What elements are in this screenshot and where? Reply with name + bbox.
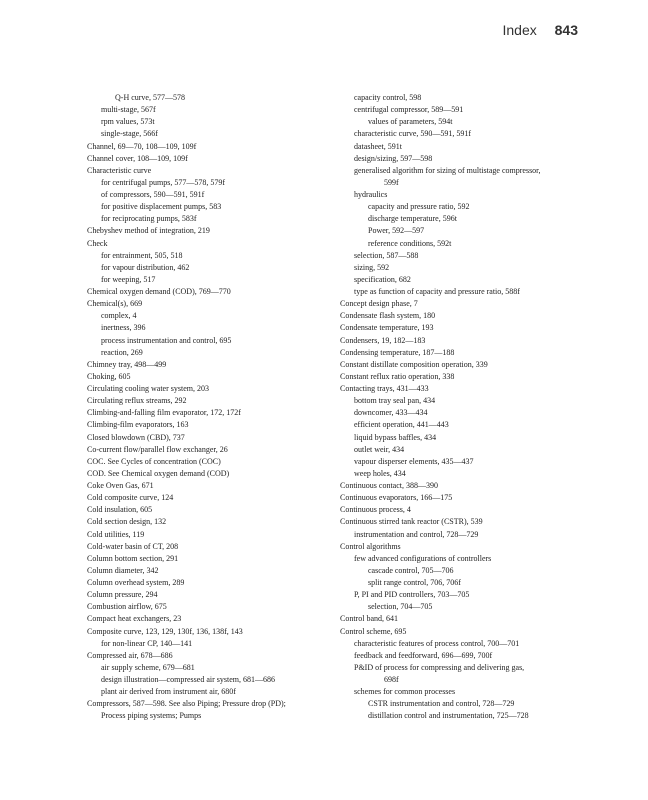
index-column-left bbox=[87, 92, 327, 723]
index-entry: Compressed air, 678—686 bbox=[87, 650, 173, 660]
index-subentry: characteristic curve, 590—591, 591f bbox=[354, 129, 472, 139]
index-entry: Compressors, 587—598. See also Piping; Pressure drop (PD); bbox=[87, 699, 286, 709]
index-entry: Climbing-and-falling film evaporator, 172, 172f bbox=[87, 408, 241, 418]
index-entry: Column pressure, 294 bbox=[87, 590, 158, 600]
index-entry: Compact heat exchangers, 23 bbox=[87, 614, 182, 624]
index-subentry: reaction, 269 bbox=[101, 347, 143, 357]
index-subentry: sizing, 592 bbox=[354, 262, 390, 272]
index-subentry: of compressors, 590—591, 591f bbox=[101, 190, 205, 199]
index-subentry: Q-H curve, 577—578 bbox=[115, 93, 185, 102]
index-subentry: design/sizing, 597—598 bbox=[354, 153, 433, 163]
index-subentry: capacity control, 598 bbox=[354, 93, 422, 102]
index-entry: Cold-water basin of CT, 208 bbox=[87, 541, 179, 551]
index-entry: Cold composite curve, 124 bbox=[87, 493, 174, 503]
index-entry: Continuous contact, 388—390 bbox=[340, 481, 438, 490]
index-entry: Continuous process, 4 bbox=[340, 505, 411, 515]
index-subentry: complex, 4 bbox=[101, 311, 137, 321]
index-subentry: capacity and pressure ratio, 592 bbox=[368, 202, 470, 212]
index-entry: Contacting trays, 431—433 bbox=[340, 384, 429, 393]
index-subentry: liquid bypass baffles, 434 bbox=[354, 432, 437, 442]
index-subentry: 698f bbox=[384, 675, 399, 684]
index-entry: Circulating reflux streams, 292 bbox=[87, 396, 187, 406]
index-subentry: bottom tray seal pan, 434 bbox=[354, 396, 436, 406]
index-entry: Channel cover, 108—109, 109f bbox=[87, 153, 188, 163]
index-entry: Climbing-film evaporators, 163 bbox=[87, 420, 189, 430]
index-entry: COC. See Cycles of concentration (COC) bbox=[87, 456, 221, 466]
index-entry: Concept design phase, 7 bbox=[340, 299, 418, 309]
index-subentry: specification, 682 bbox=[354, 274, 411, 284]
index-subentry: for non-linear CP, 140—141 bbox=[101, 638, 193, 648]
index-subentry: hydraulics bbox=[354, 190, 388, 199]
index-subentry: discharge temperature, 596t bbox=[368, 214, 457, 224]
index-subentry: for entrainment, 505, 518 bbox=[101, 250, 183, 260]
index-entry: Constant distillate composition operation, 339 bbox=[340, 359, 488, 369]
index-subentry: generalised algorithm for sizing of multistage compressor, bbox=[354, 165, 541, 175]
index-subentry: for centrifugal pumps, 577—578, 579f bbox=[101, 177, 225, 187]
section-title: Index bbox=[502, 22, 537, 38]
index-entry: Cold utilities, 119 bbox=[87, 529, 145, 539]
index-subentry: P&ID of process for compressing and delivering gas, bbox=[354, 662, 525, 672]
index-subentry: outlet weir, 434 bbox=[354, 444, 405, 454]
index-subentry: selection, 704—705 bbox=[368, 602, 433, 612]
index-subentry: efficient operation, 441—443 bbox=[354, 420, 449, 430]
index-entry: Choking, 605 bbox=[87, 371, 131, 381]
index-subentry: air supply scheme, 679—681 bbox=[101, 662, 195, 672]
index-entry: Control band, 641 bbox=[340, 614, 398, 624]
index-subentry: feedback and feedforward, 696—699, 700f bbox=[354, 650, 493, 660]
index-subentry: instrumentation and control, 728—729 bbox=[354, 529, 479, 539]
index-subentry: type as function of capacity and pressure ratio, 588f bbox=[354, 287, 520, 296]
page-number: 843 bbox=[554, 22, 578, 38]
index-entry: Composite curve, 123, 129, 130f, 136, 138f, 143 bbox=[87, 626, 243, 636]
index-entry: Column diameter, 342 bbox=[87, 565, 159, 575]
index-subentry: rpm values, 573t bbox=[101, 117, 155, 127]
index-subentry: CSTR instrumentation and control, 728—729 bbox=[368, 699, 515, 709]
index-subentry: vapour disperser elements, 435—437 bbox=[354, 456, 474, 466]
running-header bbox=[503, 22, 579, 38]
index-subentry: few advanced configurations of controllers bbox=[354, 553, 492, 563]
index-subentry: P, PI and PID controllers, 703—705 bbox=[354, 590, 470, 600]
index-entry: Condensate temperature, 193 bbox=[340, 323, 434, 333]
index-subentry: weep holes, 434 bbox=[354, 468, 406, 478]
index-subentry: centrifugal compressor, 589—591 bbox=[354, 105, 464, 115]
index-entry: Condensers, 19, 182—183 bbox=[340, 335, 426, 345]
index-subentry: for reciprocating pumps, 583f bbox=[101, 214, 197, 224]
index-subentry: schemes for common processes bbox=[354, 687, 456, 697]
index-subentry: inertness, 396 bbox=[101, 323, 146, 333]
index-subentry: cascade control, 705—706 bbox=[368, 565, 454, 575]
index-entry: Characteristic curve bbox=[87, 165, 152, 175]
index-entry: Control scheme, 695 bbox=[340, 626, 407, 636]
index-entry: Chebyshev method of integration, 219 bbox=[87, 226, 210, 236]
index-entry: Cold section design, 132 bbox=[87, 517, 167, 527]
index-entry: Continuous evaporators, 166—175 bbox=[340, 493, 453, 503]
index-subentry: values of parameters, 594t bbox=[368, 117, 453, 127]
index-subentry: selection, 587—588 bbox=[354, 250, 419, 260]
index-subentry: multi-stage, 567f bbox=[101, 105, 156, 115]
index-entry: Column overhead system, 289 bbox=[87, 578, 185, 587]
index-subentry: split range control, 706, 706f bbox=[368, 578, 461, 587]
index-subentry: process instrumentation and control, 695 bbox=[101, 335, 232, 345]
index-entry: Combustion airflow, 675 bbox=[87, 602, 167, 612]
index-subentry: single-stage, 566f bbox=[101, 129, 158, 139]
index-subentry: Process piping systems; Pumps bbox=[101, 711, 202, 721]
index-entry: Circulating cooling water system, 203 bbox=[87, 384, 209, 393]
index-entry: Check bbox=[87, 238, 108, 248]
index-subentry: characteristic features of process control, 700—701 bbox=[354, 638, 520, 648]
index-entry: Co-current flow/parallel flow exchanger, 26 bbox=[87, 444, 228, 454]
index-entry: Chemical oxygen demand (COD), 769—770 bbox=[87, 287, 231, 296]
index-entry: Column bottom section, 291 bbox=[87, 553, 179, 563]
index-entry: Cold insulation, 605 bbox=[87, 505, 153, 515]
index-subentry: downcomer, 433—434 bbox=[354, 408, 428, 418]
index-subentry: Power, 592—597 bbox=[368, 226, 425, 236]
index-subentry: 599f bbox=[384, 177, 399, 187]
index-entry: Chimney tray, 498—499 bbox=[87, 359, 167, 369]
index-subentry: distillation control and instrumentation, 725—728 bbox=[368, 711, 529, 721]
index-entry: Condensate flash system, 180 bbox=[340, 311, 436, 321]
index-entry: Continuous stirred tank reactor (CSTR), 539 bbox=[340, 517, 483, 527]
index-entry: Chemical(s), 669 bbox=[87, 299, 143, 309]
index-entry: COD. See Chemical oxygen demand (COD) bbox=[87, 468, 230, 478]
index-entry: Closed blowdown (CBD), 737 bbox=[87, 432, 185, 442]
index-subentry: for weeping, 517 bbox=[101, 274, 156, 284]
index-entry: Coke Oven Gas, 671 bbox=[87, 481, 154, 490]
index-subentry: design illustration—compressed air system, 681—686 bbox=[101, 675, 275, 684]
index-subentry: plant air derived from instrument air, 680f bbox=[101, 687, 236, 697]
index-entry: Condensing temperature, 187—188 bbox=[340, 347, 455, 357]
index-entry: Constant reflux ratio operation, 338 bbox=[340, 371, 455, 381]
index-column-right bbox=[340, 92, 602, 723]
index-subentry: for vapour distribution, 462 bbox=[101, 262, 190, 272]
index-subentry: reference conditions, 592t bbox=[368, 238, 452, 248]
index-subentry: for positive displacement pumps, 583 bbox=[101, 202, 222, 212]
index-entry: Channel, 69—70, 108—109, 109f bbox=[87, 141, 197, 151]
index-subentry: datasheet, 591t bbox=[354, 141, 402, 151]
index-entry: Control algorithms bbox=[340, 541, 401, 551]
